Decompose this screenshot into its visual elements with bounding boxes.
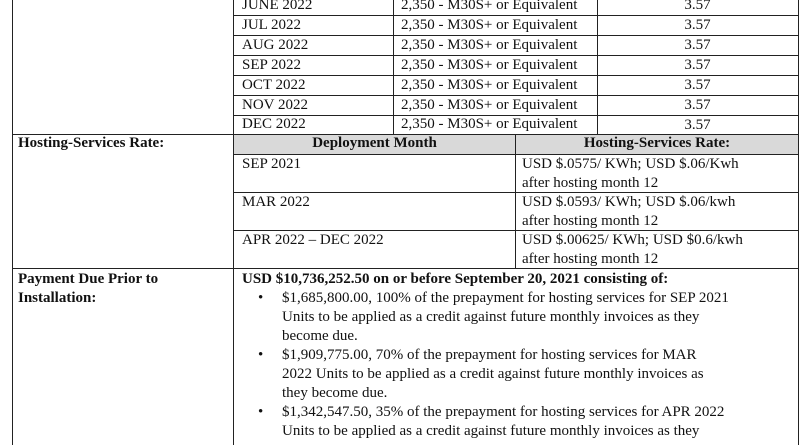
list-item	[242, 403, 798, 441]
month-cell: JUNE 2022	[242, 0, 313, 13]
value-cell: 3.57	[684, 17, 711, 33]
section-divider	[12, 268, 798, 269]
bullet-line: • $1,685,800.00, 100% of the prepayment for hosting services for SEP 2021	[282, 290, 729, 306]
units-cell: 2,350 - M30S+ or Equivalent	[401, 17, 578, 33]
month-cell: AUG 2022	[242, 37, 309, 53]
bullet-line: 2022 Units to be applied as a credit against future monthly invoices as	[282, 366, 704, 382]
bullet-line: Units to be applied as a credit against future monthly invoices as they	[282, 423, 700, 439]
month-cell: NOV 2022	[242, 97, 308, 113]
value-cell: 3.57	[684, 57, 711, 73]
units-cell: 2,350 - M30S+ or Equivalent	[401, 57, 578, 73]
month-cell: OCT 2022	[242, 77, 306, 93]
units-cell: 2,350 - M30S+ or Equivalent	[401, 97, 578, 113]
units-cell: 2,350 - M30S+ or Equivalent	[401, 116, 578, 132]
payment-bullet-list	[242, 289, 798, 441]
hosting-rate-header: Hosting-Services Rate:	[583, 135, 731, 151]
deployment-month-header: Deployment Month	[312, 135, 437, 151]
value-cell: 3.57	[684, 77, 711, 93]
column-divider	[393, 0, 394, 134]
table-border-left	[12, 0, 13, 445]
payment-heading: USD $10,736,252.50 on or before September 20, 2021 consisting of:	[242, 271, 669, 287]
units-cell: 2,350 - M30S+ or Equivalent	[401, 0, 578, 13]
value-cell: 3.57	[684, 37, 711, 53]
table-border-right	[798, 0, 799, 445]
deployment-month-cell: SEP 2021	[242, 156, 302, 172]
rate-cell-line1: USD $.00625/ KWh; USD $0.6/kwh	[522, 232, 743, 248]
rate-cell-line1: USD $.0593/ KWh; USD $.06/kwh	[522, 194, 736, 210]
value-cell: 3.57	[684, 97, 711, 113]
month-cell: SEP 2022	[242, 57, 302, 73]
rate-cell-line1: USD $.0575/ KWh; USD $.06/Kwh	[522, 156, 739, 172]
bullet-line: • $1,342,547.50, 35% of the prepayment for hosting services for APR 2022	[282, 404, 725, 420]
bullet-line: • $1,909,775.00, 70% of the prepayment for hosting services for MAR	[282, 347, 697, 363]
deployment-month-cell: APR 2022 – DEC 2022	[242, 232, 384, 248]
value-cell: 3.57	[684, 117, 711, 133]
month-cell: DEC 2022	[242, 116, 306, 132]
column-divider	[233, 0, 234, 134]
list-item	[242, 289, 798, 346]
month-cell: JUL 2022	[242, 17, 302, 33]
rate-cell-line2: after hosting month 12	[522, 251, 659, 267]
value-cell: 3.57	[684, 0, 711, 13]
deployment-month-cell: MAR 2022	[242, 194, 310, 210]
units-cell: 2,350 - M30S+ or Equivalent	[401, 77, 578, 93]
label-column-divider	[233, 134, 234, 445]
payment-label-line2: Installation:	[18, 290, 97, 306]
rate-cell-line2: after hosting month 12	[522, 175, 659, 191]
units-cell: 2,350 - M30S+ or Equivalent	[401, 37, 578, 53]
bullet-line: become due.	[282, 328, 358, 344]
hosting-rate-label: Hosting-Services Rate:	[18, 135, 165, 151]
payment-label-line1: Payment Due Prior to	[18, 271, 159, 287]
rate-cell-line2: after hosting month 12	[522, 213, 659, 229]
bullet-line: they become due.	[282, 385, 388, 401]
bullet-line: Units to be applied as a credit against future monthly invoices as they	[282, 309, 700, 325]
list-item	[242, 346, 798, 403]
